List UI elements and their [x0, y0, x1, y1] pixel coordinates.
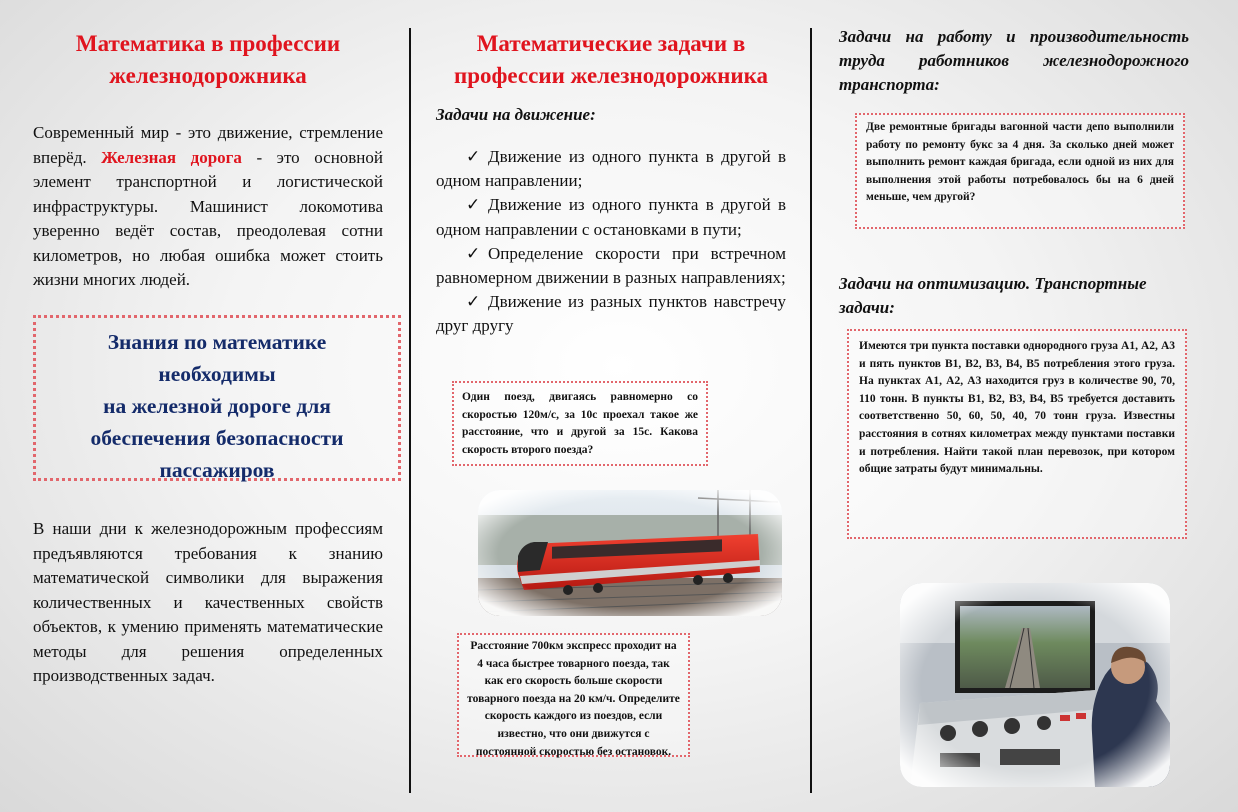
callout-line: Знания по математике — [107, 330, 327, 354]
callout-line: на железной дороге для — [103, 394, 331, 418]
intro-text-end: - это основной элемент транспортной и логистической инфраструктуры. Машинист локомотива уверенно ведёт состав, преодолевая сотни километров, но любая ошибка может стоить жизни многих людей. — [33, 147, 384, 289]
motion-tasks-heading: Задачи на движение: — [436, 105, 596, 124]
transport-problem-task: Имеются три пункта поставки однородного груза А1, А2, А3 и пять пунктов В1, В2, В3, В4, В5 потребления этого груза. На пунктах А1, А2, А3 находится груз в количестве 90, 70, 110 тонн. В пункты В1, В2, В3, В4, В5 требуется доставить соответственно 50, 60, 50, 40, 70 тонн груза. Известны расстояния в сотнях километрах между пунктами поставки и потребления. Найти такой план перевозок, при котором общие затраты будут минимальны. — [847, 329, 1187, 539]
motion-task-list — [436, 145, 786, 339]
knowledge-callout — [33, 315, 401, 481]
column-middle — [412, 0, 812, 812]
column-right — [814, 0, 1238, 812]
repair-brigades-task: Две ремонтные бригады вагонной части депо выполнили работу по ремонту букс за 4 дня. За сколько дней может выполнить ремонт каждая бригада, если одной из них для выполнения этой работы потребовалось бы на 6 дней меньше, чем другой? — [855, 113, 1185, 229]
list-item-text: Определение скорости при встречном равномерном движении в разных направлениях; — [436, 243, 786, 288]
check-icon: ✓ — [466, 292, 481, 312]
work-tasks-heading: Задачи на работу и производительность труда работников железнодорожного транспорта: — [839, 27, 1189, 94]
column-left — [0, 0, 410, 812]
optimization-heading: Задачи на оптимизацию. Транспортные задачи: — [839, 274, 1147, 317]
list-item-text: Движение из одного пункта в другой в одном направлении; — [436, 147, 786, 191]
callout-line: обеспечения безопасности — [90, 426, 344, 450]
list-item-text: Движение из разных пунктов навстречу друг другу — [436, 292, 786, 336]
check-icon: ✓ — [466, 195, 481, 215]
list-item — [436, 145, 786, 193]
railway-highlight: Железная дорога — [101, 147, 242, 167]
driver-simulator-photo — [900, 583, 1170, 787]
callout-line: необходимы — [158, 362, 276, 386]
requirements-paragraph: В наши дни к железнодорожным профессиям предъявляются требования к знанию математической символики для выражения количественных и качественных свойств объектов, к умению применять математические методы для решения определенных производственных задач. — [33, 519, 383, 685]
middle-title: Математические задачи в профессии железнодорожника — [453, 31, 769, 88]
column-divider — [409, 28, 411, 793]
list-item — [436, 290, 786, 338]
list-item — [436, 193, 786, 241]
express-freight-task: Расстояние 700км экспресс проходит на 4 часа быстрее товарного поезда, так как его скорость больше скорости товарного поезда на 20 км/ч. Определите скорость каждого из поездов, если известно, что они движутся с постоянной скоростью без остановок. — [457, 633, 690, 757]
left-title: Математика в профессии железнодорожника — [75, 31, 341, 88]
check-icon: ✓ — [466, 147, 481, 166]
callout-line: пассажиров — [159, 458, 275, 482]
list-item — [436, 242, 786, 290]
intro-paragraph — [33, 121, 383, 293]
check-icon: ✓ — [466, 243, 481, 263]
list-item-text: Движение из одного пункта в другой в одном направлении с остановками в пути; — [436, 195, 786, 239]
intro-text-start: Современный мир - это движение, стремление вперёд. — [33, 123, 383, 167]
train-speed-task: Один поезд, двигаясь равномерно со скоростью 120м/с, за 10с проехал такое же расстояние, что и другой за 15с. Какова скорость второго поезда? — [452, 381, 708, 466]
red-train-photo — [478, 490, 782, 616]
